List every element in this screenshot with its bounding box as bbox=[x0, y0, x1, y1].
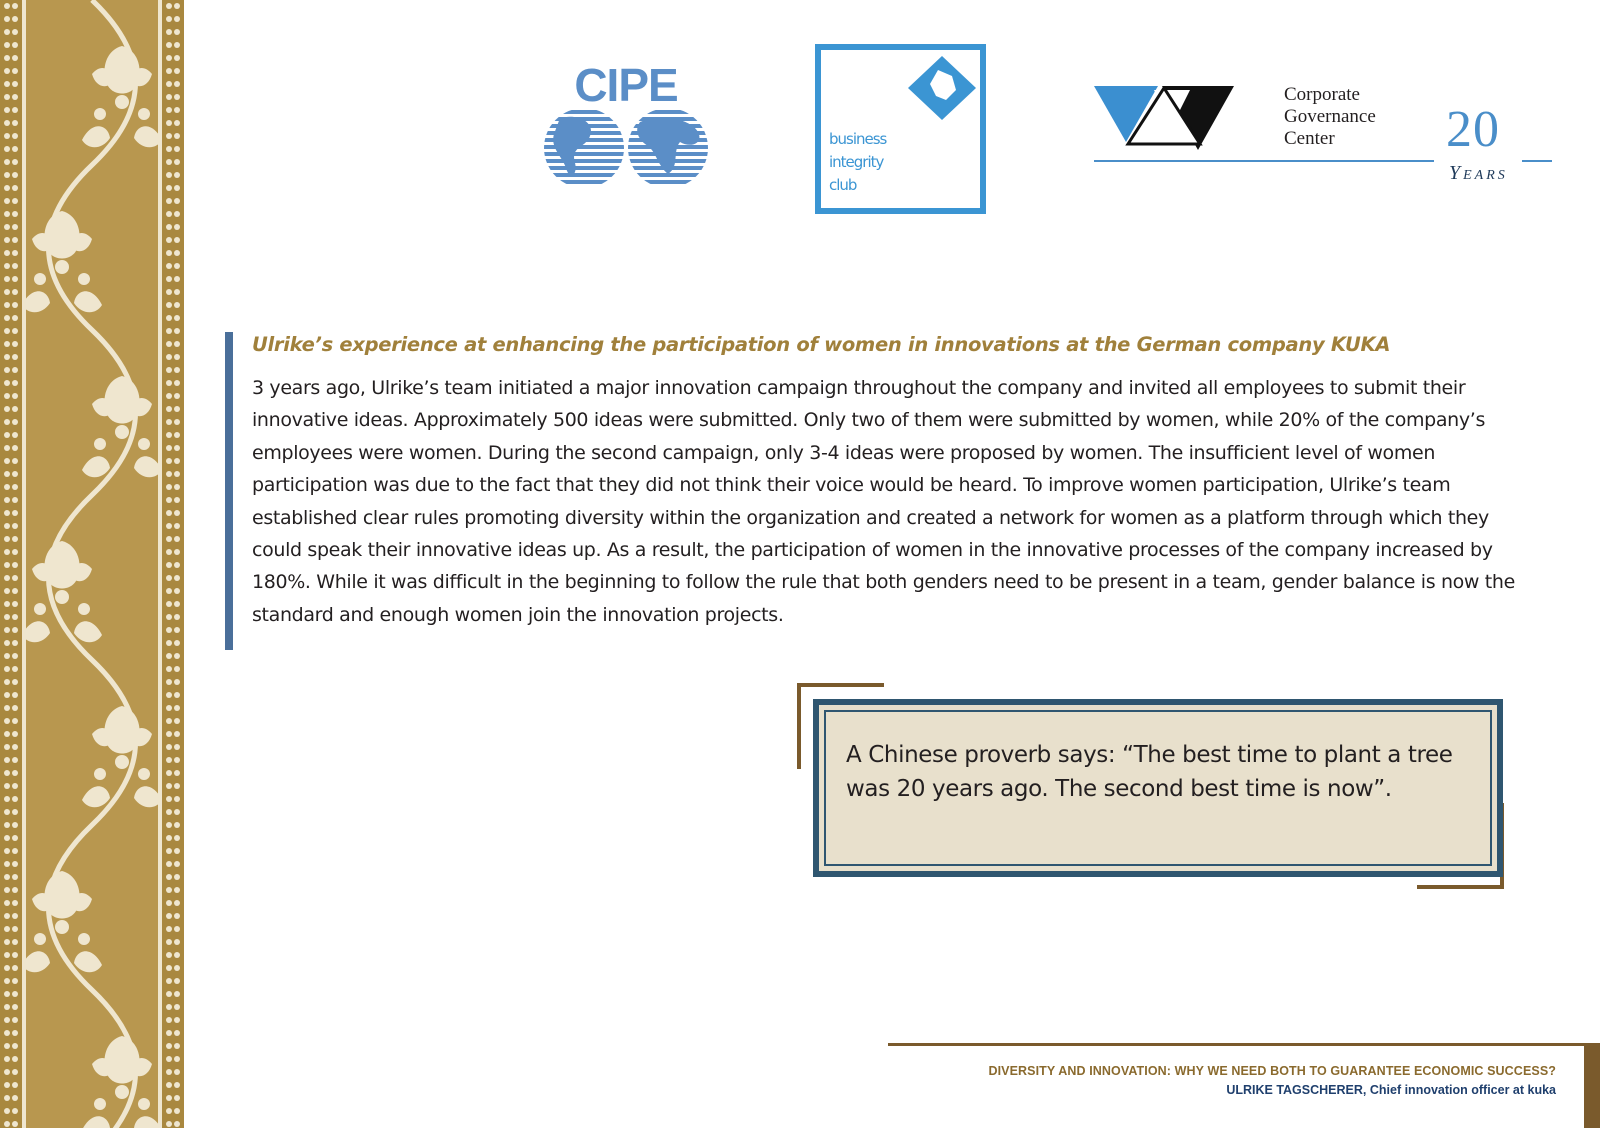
quote-box bbox=[797, 683, 1504, 889]
cgc-rule bbox=[1094, 160, 1434, 162]
quote-frame-inner bbox=[819, 705, 1497, 871]
quote-text: A Chinese proverb says: “The best time to plant a tree was 20 years ago. The second best time is now”. bbox=[826, 712, 1490, 864]
quote-corner-top-left bbox=[797, 683, 884, 687]
bic-line-2: integrity bbox=[829, 153, 884, 171]
story-body: 3 years ago, Ulrike’s team initiated a major innovation campaign throughout the company and invited all employees to submit their innovative ideas. Approximately 500 ideas were submitted. Only two of them were submitted by women, while 20% of the company’s employees were women. During the second campaign, only 3-4 ideas were proposed by women. The insufficient level of women participation was due to the fact that they did not think their voice would be heard. To improve women participation, Ulrike’s team established clear rules promoting diversity within the organization and created a network for women as a platform through which they could speak their innovative ideas up. As a result, the participation of women in the innovative processes of the company increased by 180%. While it was difficult in the beginning to follow the rule that both genders need to be present in a team, gender balance is now the standard and enough women join the innovation projects. bbox=[252, 377, 1515, 626]
bic-line-1: business bbox=[829, 130, 887, 148]
cgc-rule-right bbox=[1522, 160, 1552, 162]
bic-logo-text bbox=[829, 128, 886, 197]
cgc-logo-text bbox=[1284, 84, 1376, 150]
triangles-icon bbox=[1094, 86, 1269, 150]
decorative-floral-border bbox=[0, 0, 184, 1128]
globe-icon bbox=[540, 108, 712, 194]
cgc-line-2: Governance bbox=[1284, 106, 1376, 127]
bic-line-3: club bbox=[829, 176, 857, 194]
business-integrity-club-logo bbox=[815, 44, 990, 216]
cipe-logo-text: CIPE bbox=[574, 59, 678, 111]
cipe-logo bbox=[540, 59, 712, 196]
map-icon bbox=[908, 56, 978, 122]
footer-title: DIVERSITY AND INNOVATION: WHY WE NEED BOTH TO GUARANTEE ECONOMIC SUCCESS? bbox=[988, 1064, 1556, 1078]
footer-rule bbox=[888, 1043, 1600, 1046]
footer-accent-bar bbox=[1584, 1043, 1600, 1128]
quote-corner-bottom-right bbox=[1417, 885, 1504, 889]
floral-pattern-icon bbox=[0, 0, 184, 1128]
footer-author-name: ULRIKE TAGSCHERER, bbox=[1226, 1083, 1367, 1097]
story-accent-bar bbox=[225, 332, 233, 650]
anniversary-number: 20 bbox=[1446, 101, 1500, 158]
corporate-governance-center-logo bbox=[1094, 80, 1564, 190]
quote-corner-top-left-vertical bbox=[797, 683, 801, 769]
cgc-line-3: Center bbox=[1284, 128, 1335, 149]
story-title: Ulrike’s experience at enhancing the participation of women in innovations at the German company KUKA bbox=[252, 333, 1391, 356]
footer-author bbox=[1226, 1083, 1556, 1097]
footer-author-role: Chief innovation officer at kuka bbox=[1369, 1083, 1556, 1097]
cgc-line-1: Corporate bbox=[1284, 84, 1360, 105]
story-section bbox=[225, 332, 1545, 650]
anniversary-word: Years bbox=[1449, 162, 1508, 184]
quote-frame bbox=[813, 699, 1503, 877]
